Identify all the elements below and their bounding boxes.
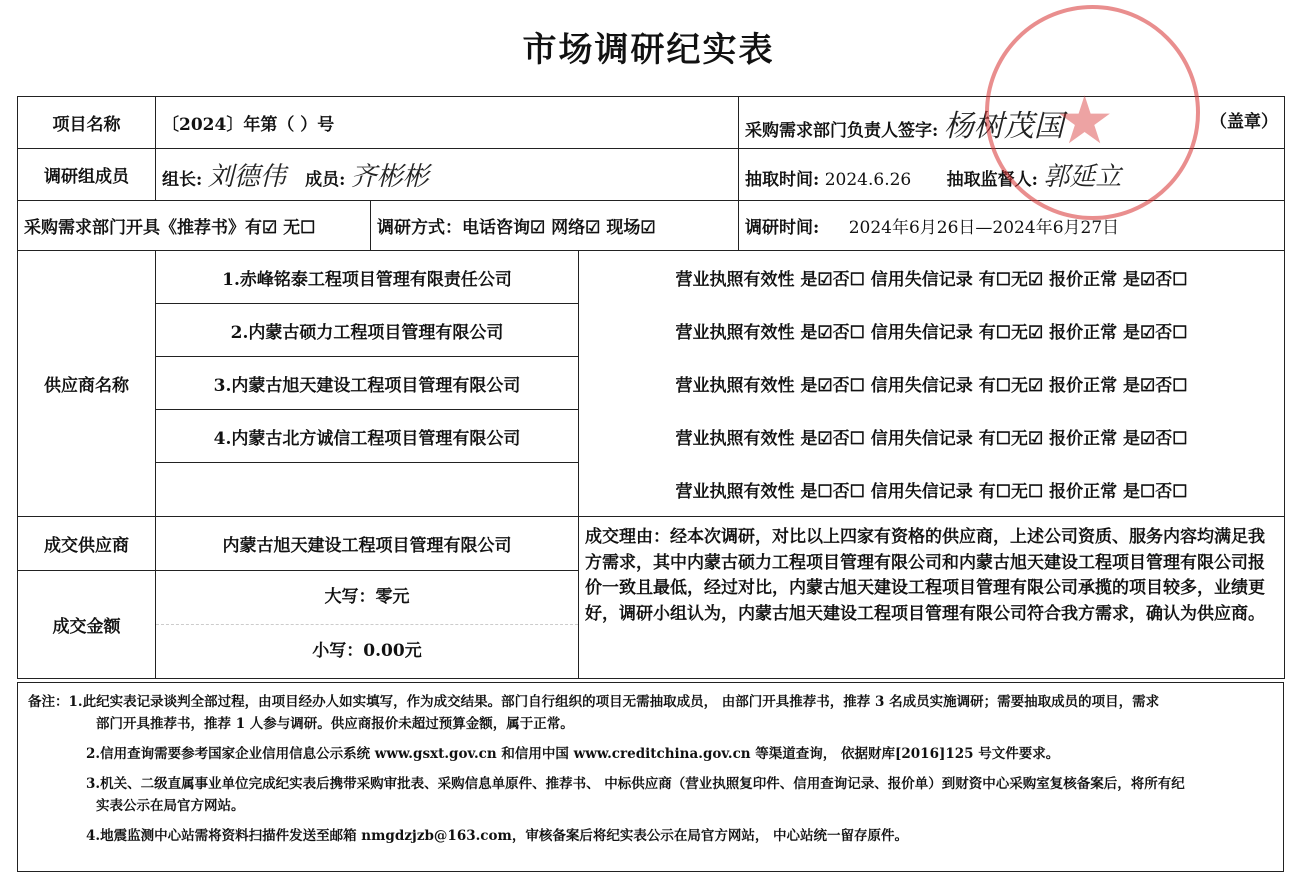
note-1: 备注：1.此纪实表记录谈判全部过程，由项目经办人如实填写，作为成交结果。部门自行组织的项目无需抽取成员， 由部门开具推荐书，推荐 3 名成员实施调研；需要抽取成员的项目，需求 bbox=[28, 694, 1160, 710]
winner-label: 成交供应商 bbox=[18, 517, 156, 571]
supplier-name: 4.内蒙古北方诚信工程项目管理有限公司 bbox=[156, 410, 579, 463]
survey-time-label: 调研时间: bbox=[745, 218, 820, 238]
note-3-cont: 实表公示在局官方网站。 bbox=[96, 798, 245, 814]
recommend-text: 采购需求部门开具《推荐书》有☑ 无☐ bbox=[18, 201, 371, 251]
project-value: 〔2024〕年第（ ）号 bbox=[156, 97, 739, 149]
seal-label: （盖章） bbox=[1210, 111, 1279, 132]
supplier-checks: 营业执照有效性 是☑否☐ 信用失信记录 有☐无☑ 报价正常 是☑否☐ bbox=[579, 251, 1285, 304]
winner-reason: 成交理由：经本次调研，对比以上四家有资格的供应商，上述公司资质、服务内容均满足我方需求，其中内蒙古硕力工程项目管理有限公司和内蒙古旭天建设工程项目管理有限公司报价一致且最低，经过对比，内蒙古旭天建设工程项目管理有限公司承揽的项目较多，业绩更好，调研小组认为，内蒙古旭天建设工程项目管理有限公司符合我方需求，确认为供应商。 bbox=[579, 517, 1285, 679]
amount-label: 成交金额 bbox=[18, 571, 156, 679]
supplier-name: 3.内蒙古旭天建设工程项目管理有限公司 bbox=[156, 357, 579, 410]
signer-signature: 杨树茂国 bbox=[943, 108, 1064, 144]
leader-label: 组长: bbox=[162, 170, 203, 190]
amount-upper: 大写：零元 bbox=[156, 571, 578, 625]
draw-cell bbox=[739, 149, 1285, 201]
supplier-name: 1.赤峰铭泰工程项目管理有限责任公司 bbox=[156, 251, 579, 304]
leader-signature: 刘德伟 bbox=[207, 162, 286, 192]
note-4: 4.地震监测中心站需将资料扫描件发送至邮箱 nmgdzjzb@163.com，审核备案后将纪实表公示在局官方网站， 中心站统一留存原件。 bbox=[86, 828, 909, 844]
signer-cell bbox=[739, 97, 1285, 149]
page-title: 市场调研纪实表 bbox=[522, 30, 775, 70]
amount-lower: 小写：0.00元 bbox=[312, 641, 422, 661]
survey-time-value: 2024年6月26日—2024年6月27日 bbox=[848, 218, 1120, 238]
note-1-cont: 部门开具推荐书，推荐 1 人参与调研。供应商报价未超过预算金额，属于正常。 bbox=[96, 716, 574, 732]
draw-time-value: 2024.6.26 bbox=[824, 170, 912, 190]
record-table bbox=[17, 96, 1285, 679]
team-label: 调研组成员 bbox=[18, 149, 156, 201]
members-label: 成员: bbox=[305, 170, 346, 190]
note-2: 2.信用查询需要参考国家企业信用信息公示系统 www.gsxt.gov.cn 和信用中国 www.creditchina.gov.cn 等渠道查询， 依据财库[2016]125 号文件要求。 bbox=[86, 746, 1060, 762]
supervisor-label: 抽取监督人: bbox=[946, 170, 1038, 190]
survey-time-cell bbox=[739, 201, 1285, 251]
supplier-name: 2.内蒙古硕力工程项目管理有限公司 bbox=[156, 304, 579, 357]
method-text: 调研方式：电话咨询☑ 网络☑ 现场☑ bbox=[371, 201, 739, 251]
supplier-name bbox=[156, 463, 579, 517]
seal-star-icon: ★ bbox=[1055, 82, 1115, 159]
supervisor-signature: 郭延立 bbox=[1043, 162, 1122, 192]
note-3: 3.机关、二级直属事业单位完成纪实表后携带采购审批表、采购信息单原件、推荐书、 中标供应商（营业执照复印件、信用查询记录、报价单）到财资中心采购室复核备案后，将所有纪 bbox=[86, 776, 1185, 792]
team-members-cell bbox=[156, 149, 739, 201]
suppliers-label: 供应商名称 bbox=[18, 251, 156, 517]
supplier-checks: 营业执照有效性 是☐否☐ 信用失信记录 有☐无☐ 报价正常 是☐否☐ bbox=[579, 463, 1285, 517]
members-signature: 齐彬彬 bbox=[350, 162, 429, 192]
amount-cell bbox=[156, 571, 579, 679]
supplier-checks: 营业执照有效性 是☑否☐ 信用失信记录 有☐无☑ 报价正常 是☑否☐ bbox=[579, 304, 1285, 357]
winner-value: 内蒙古旭天建设工程项目管理有限公司 bbox=[156, 517, 579, 571]
project-label: 项目名称 bbox=[18, 97, 156, 149]
notes-section bbox=[17, 682, 1284, 872]
draw-time-label: 抽取时间: bbox=[745, 170, 820, 190]
supplier-checks: 营业执照有效性 是☑否☐ 信用失信记录 有☐无☑ 报价正常 是☑否☐ bbox=[579, 357, 1285, 410]
signer-label: 采购需求部门负责人签字: bbox=[745, 120, 939, 141]
supplier-checks: 营业执照有效性 是☑否☐ 信用失信记录 有☐无☑ 报价正常 是☑否☐ bbox=[579, 410, 1285, 463]
